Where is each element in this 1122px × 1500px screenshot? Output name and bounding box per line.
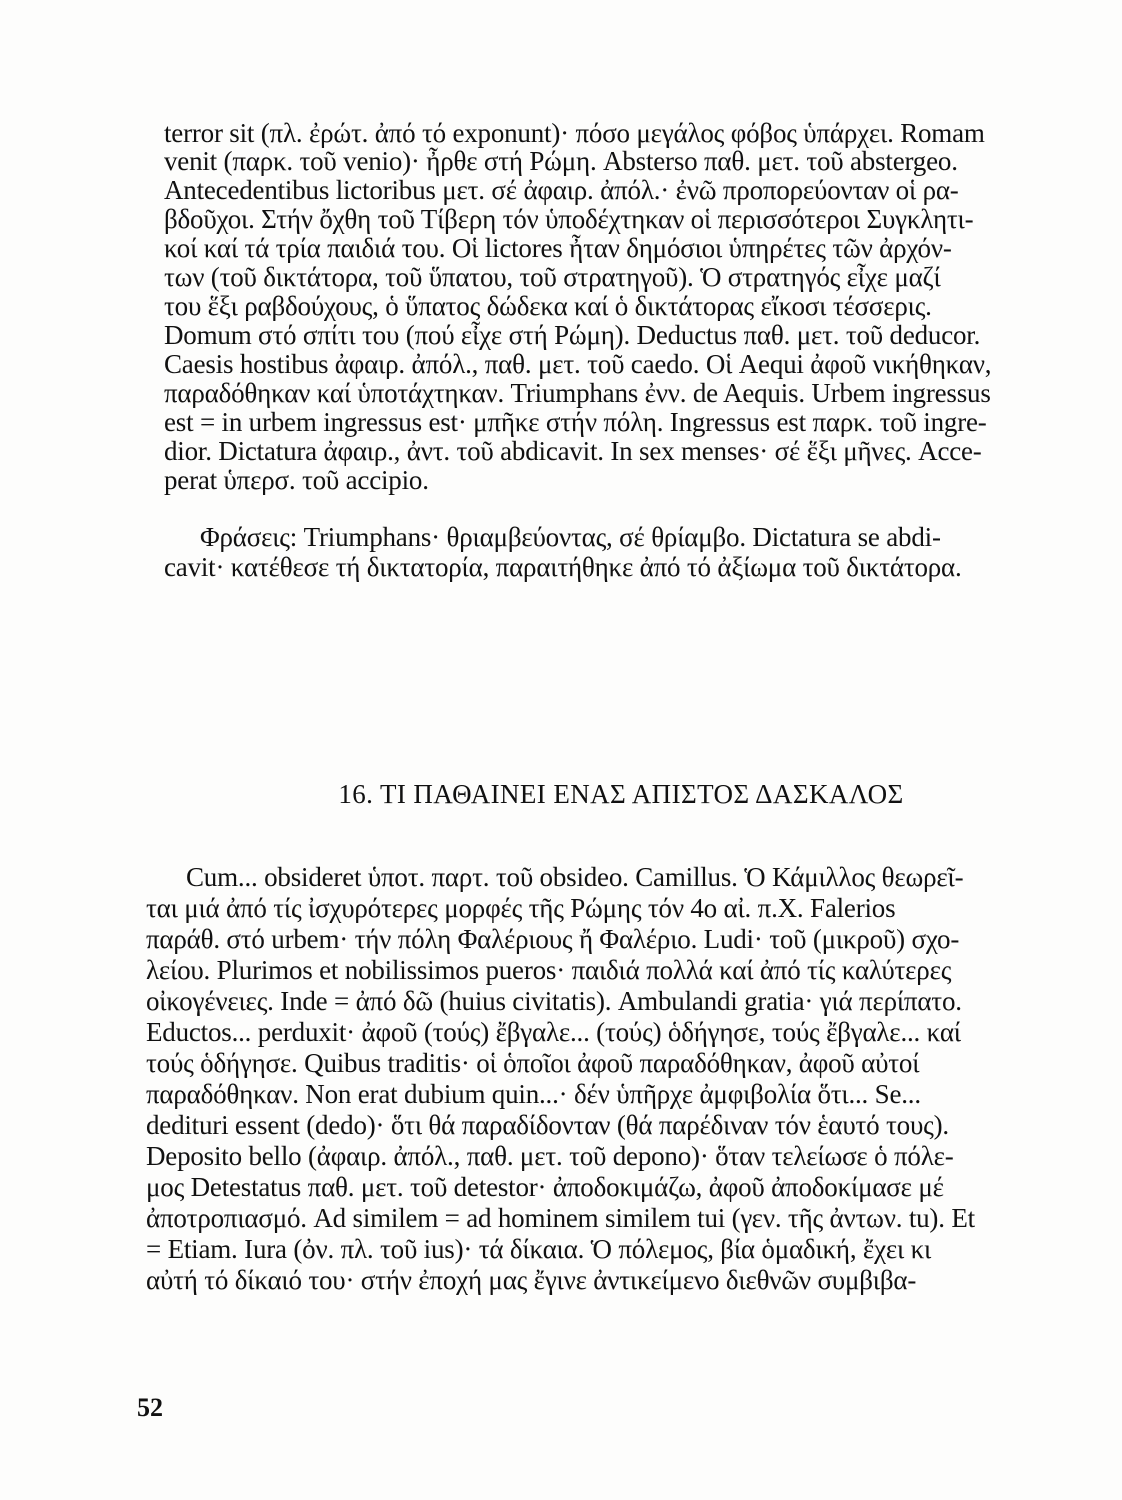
text-line: παραδόθηκαν καί ὑποτάχτηκαν. Triumphans ἐνν. de Aequis. Urbem ingressus (164, 378, 991, 408)
phrases-line: cavit· κατέθεσε τή δικτατορία, παραιτήθηκε ἀπό τό ἀξίωμα τοῦ δικτάτορα. (164, 552, 962, 582)
text-line: terror sit (πλ. ἐρώτ. ἀπό τό exponunt)· πόσο μεγάλος φόβος ὑπάρχει. Romam (164, 118, 985, 148)
text-line: παράθ. στό urbem· τήν πόλη Φαλέριους ἤ Φαλέριο. Ludi· τοῦ (μικροῦ) σχο- (146, 924, 960, 954)
text-line: venit (παρκ. τοῦ venio)· ἦρθε στή Ρώμη. Absterso παθ. μετ. τοῦ abstergeo. (164, 146, 958, 176)
section-heading: 16. ΤΙ ΠΑΘΑΙΝΕΙ ΕΝΑΣ ΑΠΙΣΤΟΣ ΔΑΣΚΑΛΟΣ (338, 779, 904, 809)
text-line: ται μιά ἀπό τίς ἰσχυρότερες μορφές τῆς Ρώμης τόν 4ο αἰ. π.Χ. Falerios (146, 893, 896, 923)
text-line: Caesis hostibus ἀφαιρ. ἀπόλ., παθ. μετ. τοῦ caedo. Οἱ Aequi ἀφοῦ νικήθηκαν, (164, 349, 992, 379)
text-line: Antecedentibus lictoribus μετ. σέ ἀφαιρ. ἀπόλ.· ἐνῶ προπορεύονταν οἱ ρα- (164, 175, 959, 205)
text-line: Cum... obsideret ὑποτ. παρτ. τοῦ obsideo. Camillus. Ὁ Κάμιλλος θεωρεῖ- (186, 862, 964, 892)
text-line: dior. Dictatura ἀφαιρ., ἀντ. τοῦ abdicavit. In sex menses· σέ ἕξι μῆνες. Acce- (164, 436, 982, 466)
text-line: του ἕξι ραβδούχους, ὁ ὕπατος δώδεκα καί ὁ δικτάτορας εἴκοσι τέσσερις. (164, 291, 932, 321)
text-line: βδοῦχοι. Στήν ὄχθη τοῦ Τίβερη τόν ὑποδέχτηκαν οἱ περισσότεροι Συγκλητι- (164, 204, 974, 234)
text-line: οἰκογένειες. Inde = ἀπό δῶ (huius civitatis). Ambulandi gratia· γιά περίπατο. (146, 986, 962, 1016)
text-line: των (τοῦ δικτάτορα, τοῦ ὕπατου, τοῦ στρατηγοῦ). Ὁ στρατηγός εἶχε μαζί (164, 262, 941, 292)
page-number: 52 (137, 1393, 163, 1422)
text-line: dedituri essent (dedo)· ὅτι θά παραδίδονταν (θά παρέδιναν τόν ἑαυτό τους). (146, 1110, 949, 1140)
text-line: Domum στό σπίτι του (πού εἶχε στή Ρώμη). Deductus παθ. μετ. τοῦ deducor. (164, 320, 981, 350)
text-line: παραδόθηκαν. Non erat dubium quin...· δέν ὑπῆρχε ἀμφιβολία ὅτι... Se... (146, 1079, 921, 1109)
text-line: κοί καί τά τρία παιδιά του. Οἱ lictores ἦταν δημόσιοι ὑπηρέτες τῶν ἀρχόν- (164, 233, 952, 263)
text-line: λείου. Plurimos et nobilissimos pueros· παιδιά πολλά καί ἀπό τίς καλύτερες (146, 955, 952, 985)
text-line: μος Detestatus παθ. μετ. τοῦ detestor· ἀποδοκιμάζω, ἀφοῦ ἀποδοκίμασε μέ (146, 1172, 944, 1202)
text-line: ἀποτροπιασμό. Ad similem = ad hominem similem tui (γεν. τῆς ἀντων. tu). Et (146, 1203, 975, 1233)
text-line: Deposito bello (ἀφαιρ. ἀπόλ., παθ. μετ. τοῦ depono)· ὅταν τελείωσε ὁ πόλε- (146, 1141, 954, 1171)
text-line: αὐτή τό δίκαιό του· στήν ἐποχή μας ἔγινε ἀντικείμενο διεθνῶν συμβιβα- (146, 1265, 917, 1295)
text-line: est = in urbem ingressus est· μπῆκε στήν πόλη. Ingressus est παρκ. τοῦ ingre- (164, 407, 987, 437)
phrases-line: Φράσεις: Triumphans· θριαμβεύοντας, σέ θρίαμβο. Dictatura se abdi- (200, 522, 941, 552)
text-line: = Etiam. Iura (ὀν. πλ. τοῦ ius)· τά δίκαια. Ὁ πόλεμος, βία ὁμαδική, ἔχει κι (146, 1234, 932, 1264)
text-line: Eductos... perduxit· ἀφοῦ (τούς) ἔβγαλε... (τούς) ὁδήγησε, τούς ἔβγαλε... καί (146, 1017, 961, 1047)
text-line: τούς ὁδήγησε. Quibus traditis· οἱ ὁποῖοι ἀφοῦ παραδόθηκαν, ἀφοῦ αὐτοί (146, 1048, 920, 1078)
text-line: perat ὑπερσ. τοῦ accipio. (164, 465, 429, 495)
